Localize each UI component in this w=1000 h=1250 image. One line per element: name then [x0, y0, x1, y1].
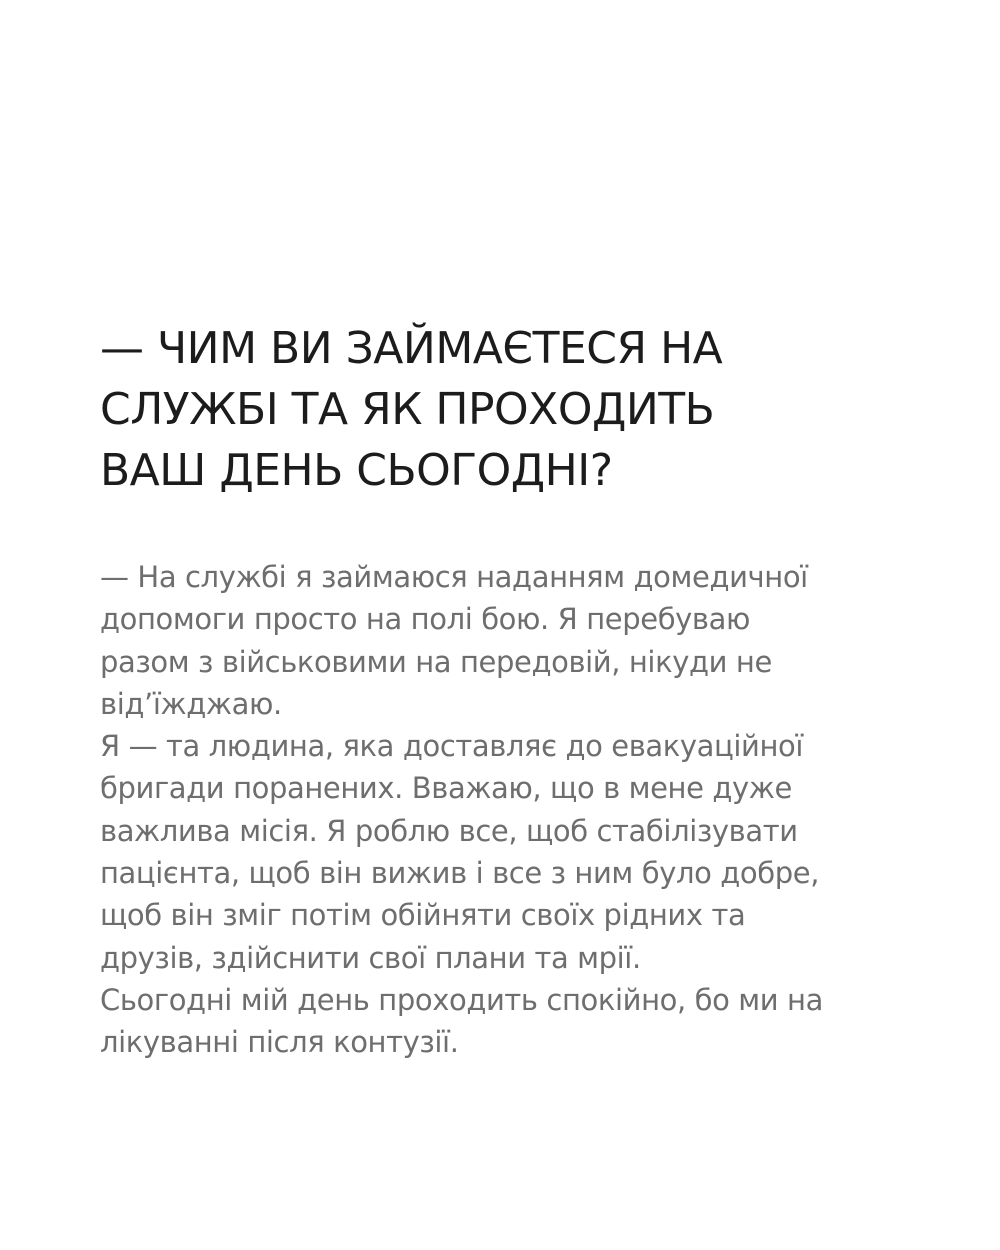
answer-line: важлива місія. Я роблю все, щоб стабілізувати: [100, 813, 798, 848]
answer-line: Сьогодні мій день проходить спокійно, бо ми на: [100, 982, 823, 1017]
question-line: СЛУЖБІ ТА ЯК ПРОХОДИТЬ: [100, 384, 715, 435]
answer-line: від’їжджаю.: [100, 686, 282, 721]
answer-paragraph: [100, 556, 960, 1064]
answer-line: пацієнта, щоб він вижив і все з ним було добре,: [100, 856, 820, 891]
answer-line: лікуванні після контузії.: [100, 1025, 459, 1060]
answer-line: допомоги просто на полі бою. Я перебуваю: [100, 602, 751, 637]
answer-line: щоб він зміг потім обійняти своїх рідних та: [100, 898, 746, 933]
question-heading: [100, 318, 920, 501]
answer-line: — На службі я займаюся наданням домедичної: [100, 560, 808, 594]
answer-line: друзів, здійснити свої плани та мрії.: [100, 940, 641, 975]
question-line: — ЧИМ ВИ ЗАЙМАЄТЕСЯ НА: [100, 323, 723, 374]
answer-line: разом з військовими на передовій, нікуди не: [100, 644, 772, 679]
answer-line: бригади поранених. Вважаю, що в мене дуже: [100, 771, 792, 806]
question-line: ВАШ ДЕНЬ СЬОГОДНІ?: [100, 445, 613, 496]
answer-line: Я — та людина, яка доставляє до евакуаційної: [100, 729, 804, 764]
